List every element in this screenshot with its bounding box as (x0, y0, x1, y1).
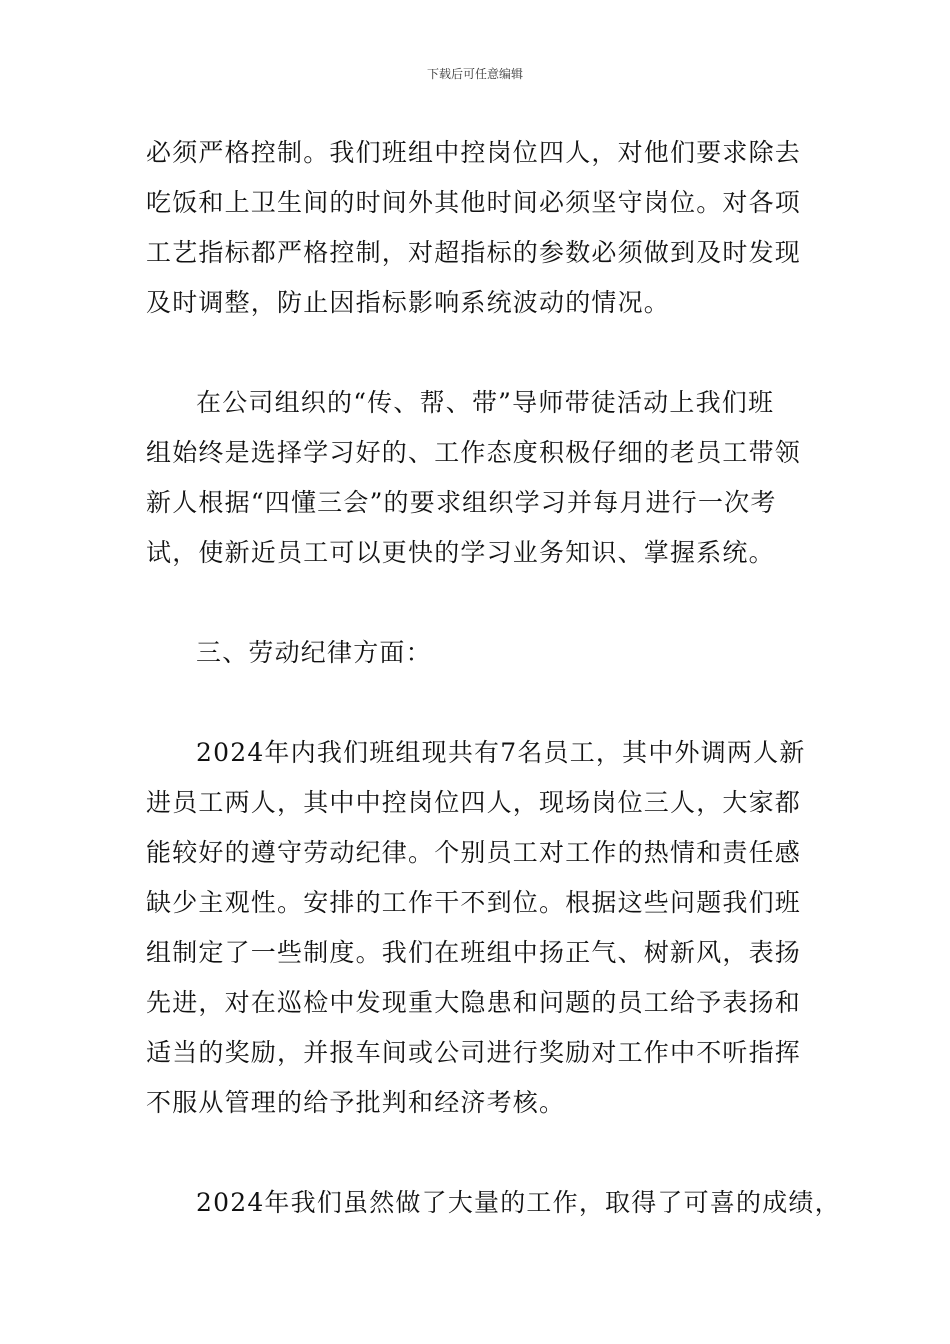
paragraph-spacer (146, 578, 826, 628)
text-line: 必须严格控制。我们班组中控岗位四人，对他们要求除去 (146, 138, 802, 167)
paragraph (146, 378, 826, 578)
text-line: 三、劳动纪律方面： (196, 638, 432, 667)
text-line: 组始终是选择学习好的、工作态度积极仔细的老员工带领 (146, 438, 802, 467)
paragraph-spacer (146, 678, 826, 728)
text-line: 进员工两人，其中中控岗位四人，现场岗位三人，大家都 (146, 788, 802, 817)
text-line: 试，使新近员工可以更快的学习业务知识、掌握系统。 (146, 538, 775, 567)
paragraph-spacer (146, 1128, 826, 1178)
text-line: 组制定了一些制度。我们在班组中扬正气、树新风，表扬 (146, 938, 802, 967)
text-line: 2024年我们虽然做了大量的工作，取得了可喜的成绩， (196, 1188, 841, 1217)
text-line: 先进，对在巡检中发现重大隐患和问题的员工给予表扬和 (146, 988, 802, 1017)
text-line: 新人根据“四懂三会”的要求组织学习并每月进行一次考 (146, 488, 777, 517)
paragraph (146, 728, 826, 1128)
document-body (146, 128, 841, 1228)
section-heading (146, 628, 826, 678)
text-line: 适当的奖励，并报车间或公司进行奖励对工作中不听指挥 (146, 1038, 802, 1067)
text-line: 工艺指标都严格控制，对超指标的参数必须做到及时发现 (146, 238, 802, 267)
paragraph (146, 128, 826, 328)
text-line: 及时调整，防止因指标影响系统波动的情况。 (146, 288, 671, 317)
text-line: 缺少主观性。安排的工作干不到位。根据这些问题我们班 (146, 888, 802, 917)
text-line: 2024年内我们班组现共有7名员工，其中外调两人新 (196, 738, 806, 767)
page-header: 下载后可任意编辑 (426, 67, 523, 81)
text-line: 吃饭和上卫生间的时间外其他时间必须坚守岗位。对各项 (146, 188, 802, 217)
paragraph (146, 1178, 841, 1228)
text-line: 能较好的遵守劳动纪律。个别员工对工作的热情和责任感 (146, 838, 802, 867)
text-line: 不服从管理的给予批判和经济考核。 (146, 1088, 566, 1117)
paragraph-spacer (146, 328, 826, 378)
text-line: 在公司组织的“传、帮、带”导师带徒活动上我们班 (196, 388, 775, 417)
